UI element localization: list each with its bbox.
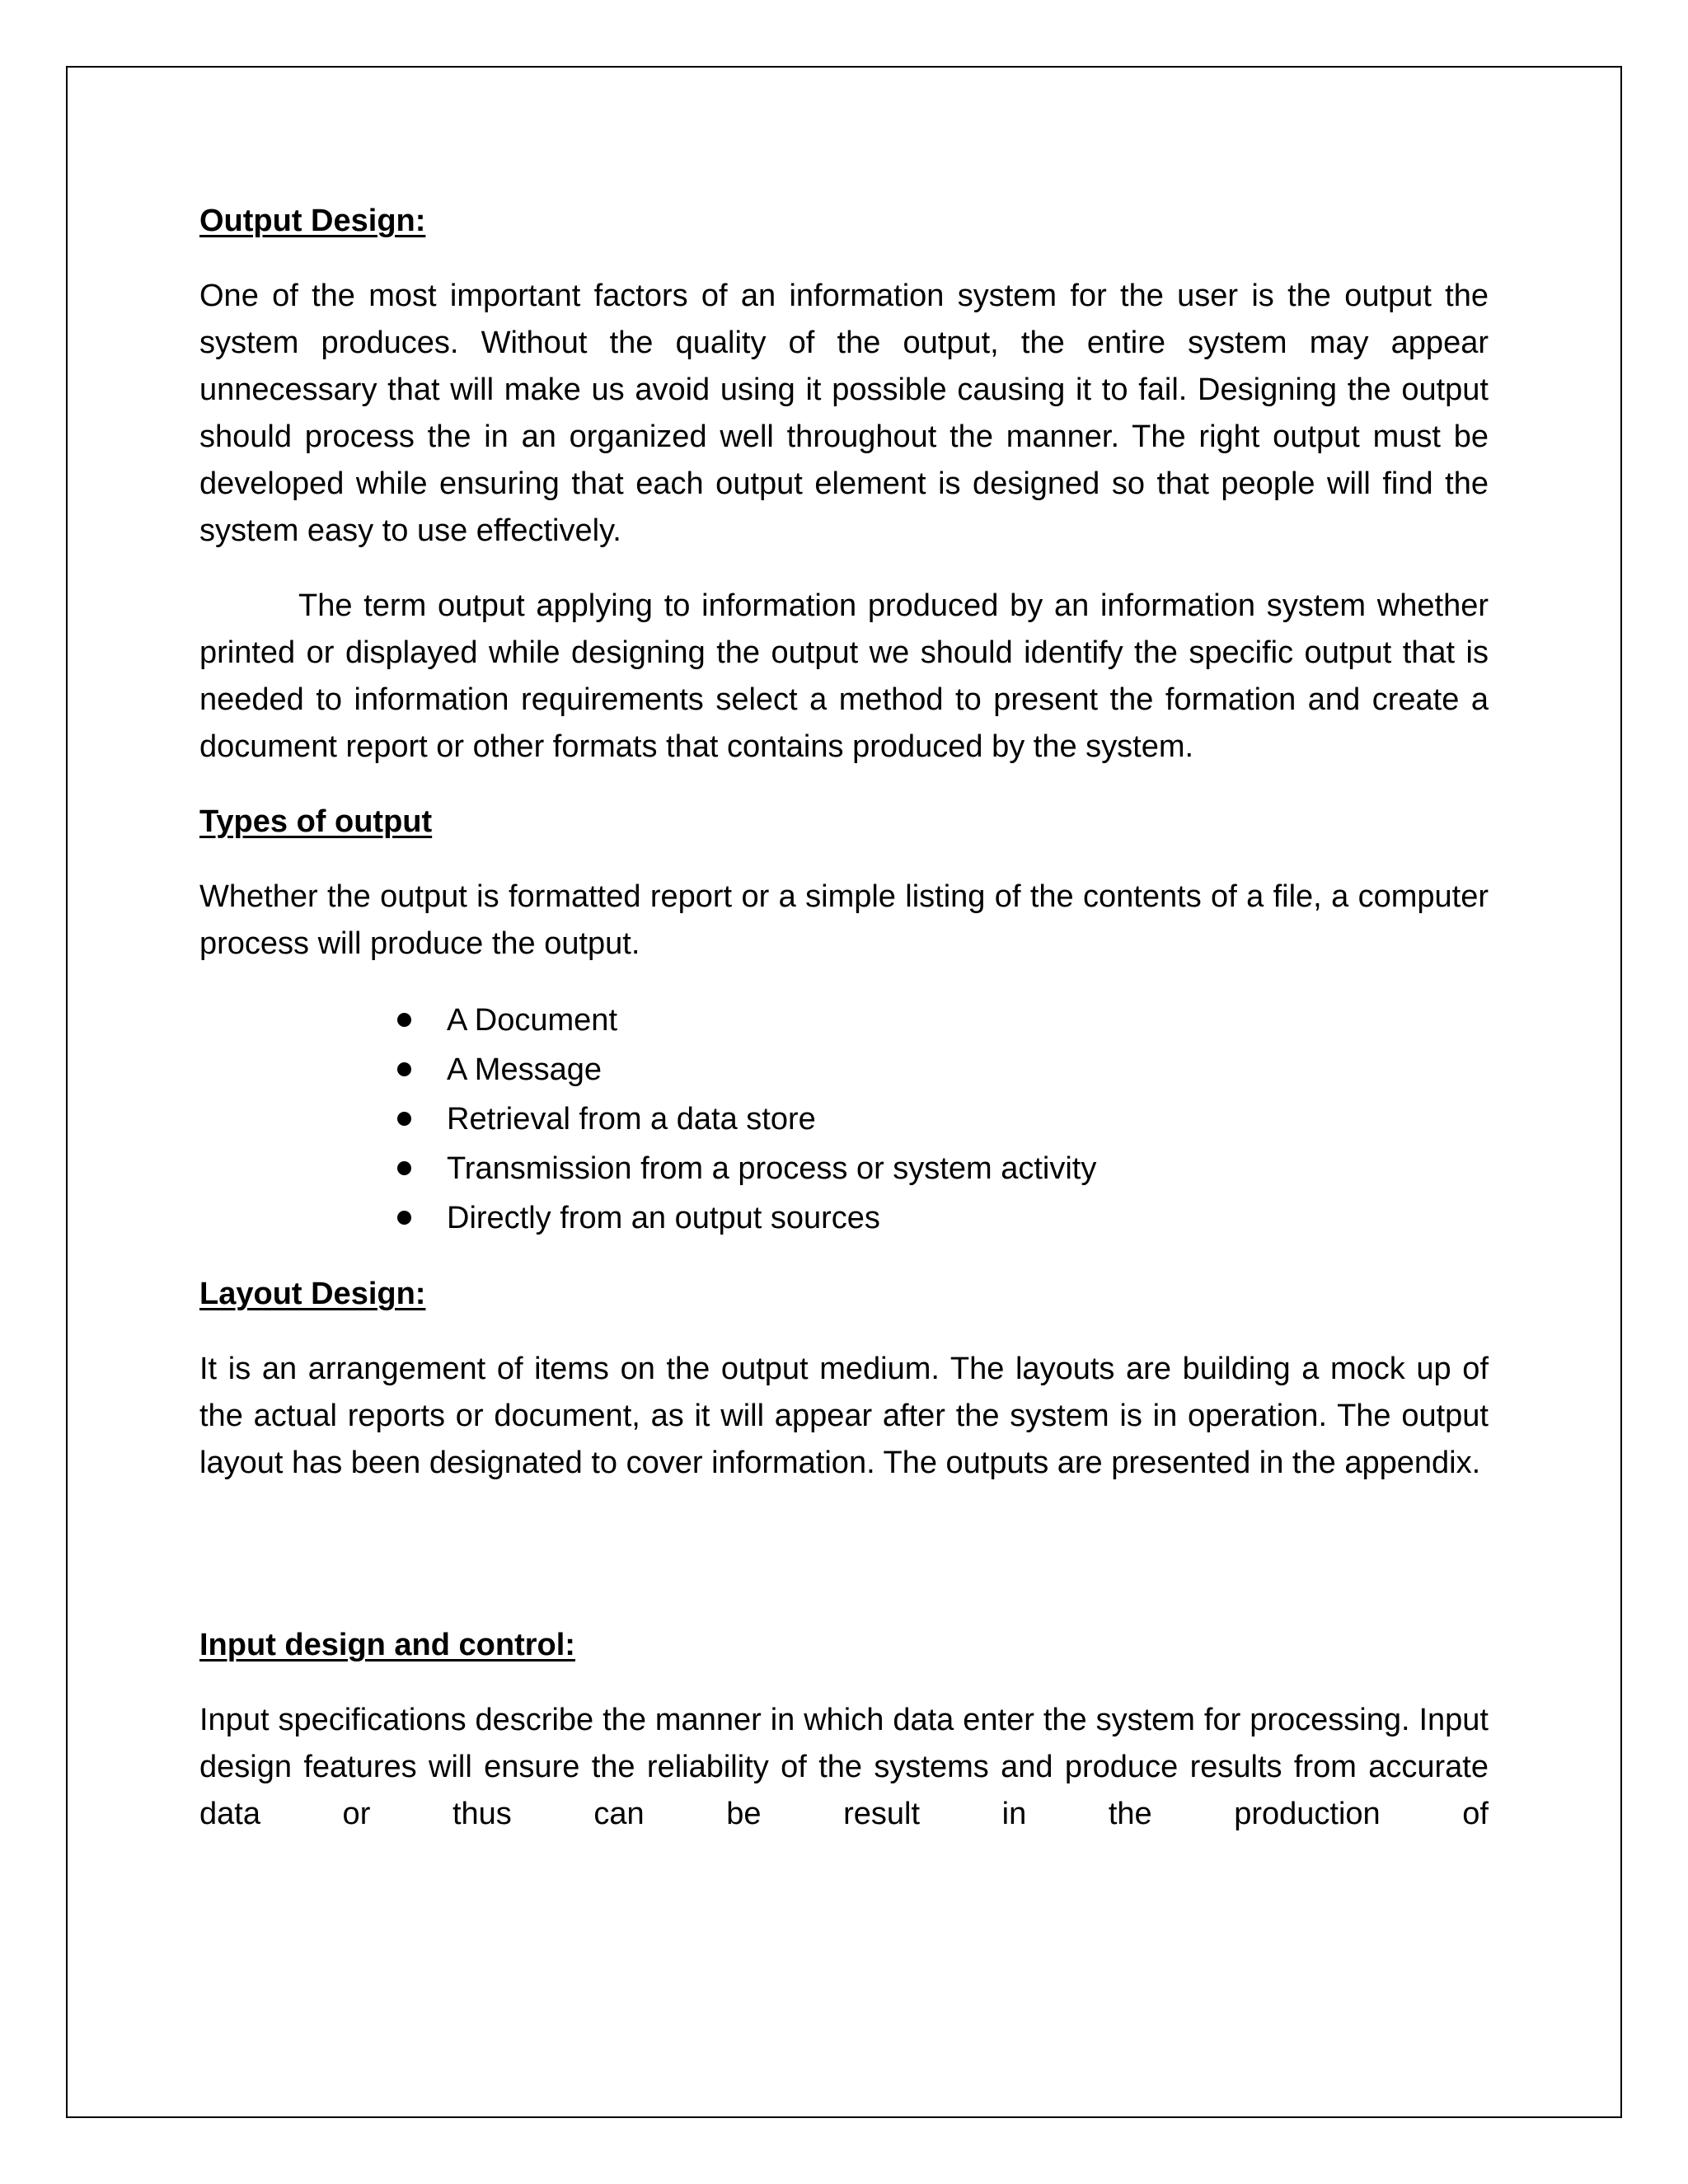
types-of-output-paragraph: Whether the output is formatted report or a simple listing of the contents of a file, a computer process will produce the output.	[199, 879, 1489, 961]
input-design-heading: Input design and control:	[199, 1628, 575, 1662]
output-design-heading: Output Design:	[199, 204, 426, 238]
input-design-paragraph: Input specifications describe the manner in which data enter the system for processing. Input design features will ensure the reliability of the systems and produce results from accurate data or thus can be result in the production of	[199, 1703, 1489, 1831]
list-item	[397, 1144, 1489, 1193]
list-item-text: Transmission from a process or system activity	[447, 1151, 1097, 1186]
list-item	[397, 996, 1489, 1045]
layout-design-heading: Layout Design:	[199, 1277, 426, 1311]
list-item-text: A Document	[447, 1003, 617, 1038]
list-item	[397, 1045, 1489, 1094]
list-item	[397, 1193, 1489, 1243]
bullet-icon	[397, 1161, 411, 1175]
list-item-text: Directly from an output sources	[447, 1201, 880, 1235]
bullet-icon	[397, 1211, 411, 1225]
list-item	[397, 1094, 1489, 1144]
bullet-icon	[397, 1062, 411, 1076]
list-item-text: A Message	[447, 1052, 602, 1087]
bullet-icon	[397, 1112, 411, 1126]
output-design-paragraph-2: The term output applying to information produced by an information system whether printed or displayed while designing the output we should identify the specific output that is needed to information requirements select a method to present the formation and create a document report or other formats that contains produced by the system.	[199, 588, 1489, 764]
output-design-paragraph-1: One of the most important factors of an information system for the user is the output the system produces. Without the quality of the output, the entire system may appear unnecessary that will make us avoid using it possible causing it to fail. Designing the output should process the in an organized well throughout the manner. The right output must be developed while ensuring that each output element is designed so that people will find the system easy to use effectively.	[199, 279, 1489, 548]
bullet-icon	[397, 1013, 411, 1027]
document-body	[199, 198, 1489, 1866]
list-item-text: Retrieval from a data store	[447, 1102, 816, 1137]
types-of-output-heading: Types of output	[199, 804, 433, 839]
output-types-list	[199, 996, 1489, 1243]
layout-design-paragraph: It is an arrangement of items on the output medium. The layouts are building a mock up of the actual reports or document, as it will appear after the system is in operation. The output layout has been designated to cover information. The outputs are presented in the appendix.	[199, 1352, 1489, 1480]
section-spacer	[199, 1515, 1489, 1622]
